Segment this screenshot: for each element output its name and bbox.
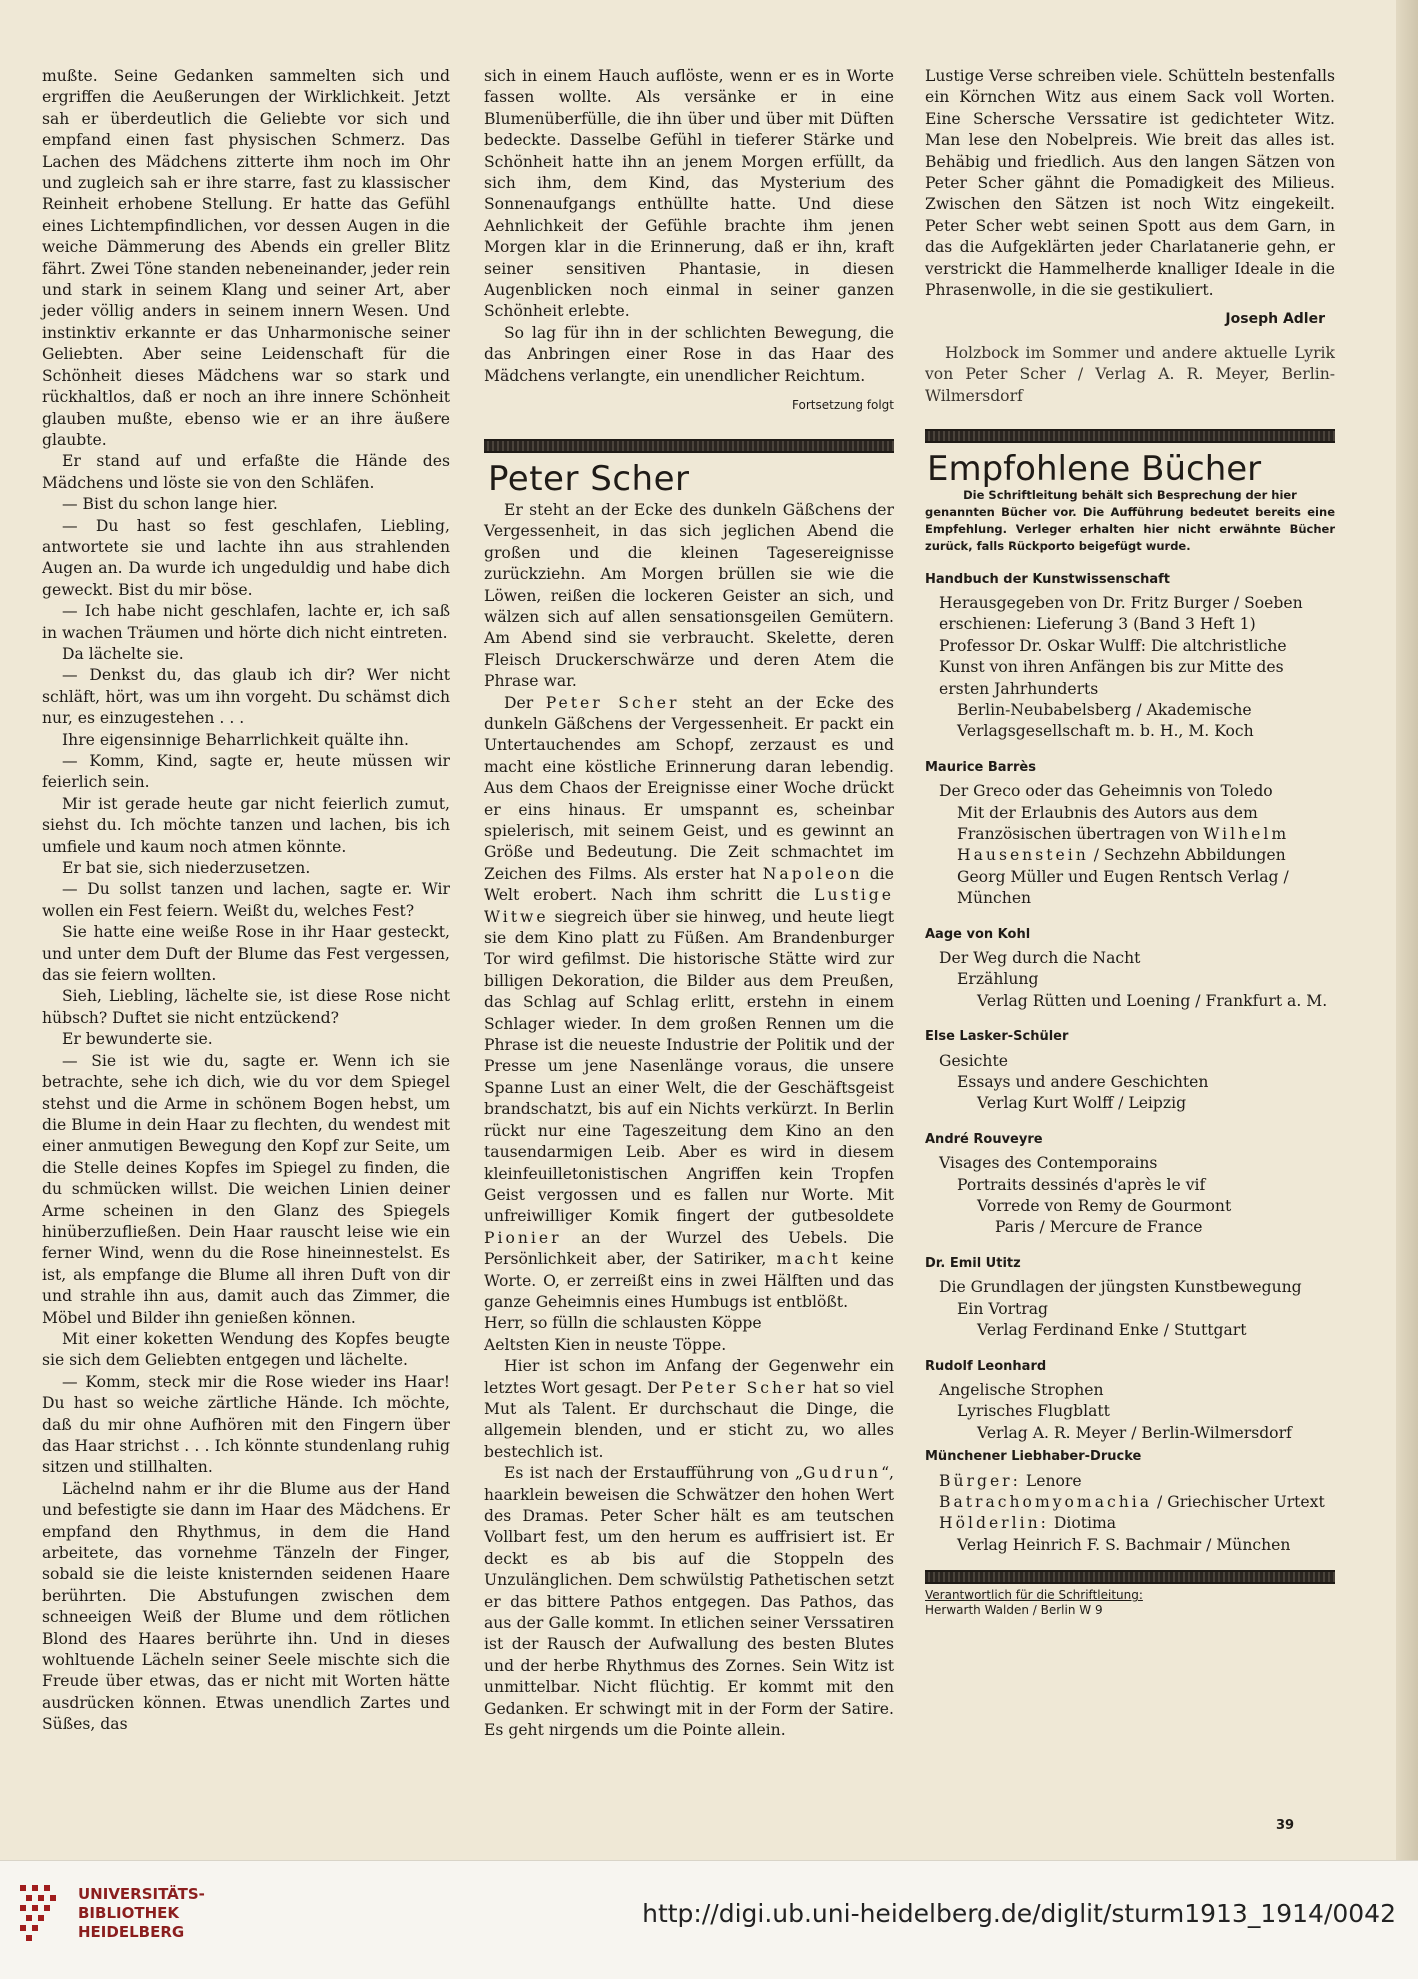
book-line: Bürger: Lenore	[939, 1471, 1082, 1490]
book-line: Paris / Mercure de France	[995, 1218, 1203, 1237]
book-line: Vorrede von Remy de Gourmont	[977, 1197, 1232, 1216]
article-title: Peter Scher	[488, 458, 690, 499]
spaced-name: Pionier	[484, 1228, 562, 1247]
book-line: Verlag A. R. Meyer / Berlin-Wilmersdorf	[977, 1423, 1292, 1442]
book-line: Lyrisches Flugblatt	[957, 1402, 1110, 1421]
article-paragraph: Lustige Verse schreiben viele. Schütteln bestenfalls ein Körnchen Witz aus einem Sack voll Worten. Eine Schersche Verssatire ist gedichteter Witz. Man lese den Nobelpreis. Wie breit das alles ist. Behäbig und friedlich. Aus den langen Sätzen von Peter Scher gähnt die Pomadigkeit des Milieus. Zwischen den Sätzen ist noch Witz eingekeilt. Peter Scher webt seinen Spott aus dem Garn, in das die Aufgeklärten jeder Charlatanerie gehn, er verstrickt die Hammelherde knalliger Ideale in die Phrasenwolle, in die sie gestikuliert.	[925, 67, 1335, 300]
section-rule	[925, 429, 1335, 443]
story-paragraph: Mit einer koketten Wendung des Kopfes beugte sie sich dem Geliebten entgegen und lächelte.	[42, 1329, 450, 1370]
book-line: Erzählung	[957, 970, 1039, 989]
books-title: Empfohlene Bücher	[927, 449, 1262, 490]
article-paragraph: Er steht an der Ecke des dunkeln Gäßchens der Vergessenheit, in das sich jeglichen Abend die großen und die kleinen Tagesereignisse zurückziehn. Am Morgen brüllen sie wie die Löwen, reißen die lockeren Geister an sich, und wälzen sich auf allen sensationsgeilen Gemütern. Am Abend sind sie verbraucht. Skelette, deren Fleisch Druckerschwärze und deren Atem die Phrase war.	[484, 500, 894, 691]
story-paragraph: — Sie ist wie du, sagte er. Wenn ich sie betrachte, sehe ich dich, wie du vor dem Spiegel stehst und die Arme in schönem Bogen hebst, um die Blume in dein Haar zu flechten, du wendest mit einer anmutigen Bewegung den Kopf zur Seite, um die Stelle deines Kopfes im Spiegel zu finden, die du schmücken willst. Die weichen Linien deiner Arme scheinen in den Glanz des Spiegels hinüberzufließen. Dein Haar rauscht leise wie ein ferner Wind, wenn du die Rose hineinnestelst. Es ist, als empfange die Blume all ihren Duft von dir und strahle ihn aus, damit auch das Zimmer, die Möbel und Bilder ihn genießen können.	[42, 1051, 450, 1327]
book-line: Verlag Heinrich F. S. Bachmair / München	[957, 1535, 1291, 1554]
story-paragraph: — Komm, Kind, sagte er, heute müssen wir feierlich sein.	[42, 752, 450, 792]
book-line: Georg Müller und Eugen Rentsch Verlag / München	[957, 867, 1289, 908]
story-paragraph: Da lächelte sie.	[62, 644, 184, 663]
book-author: Aage von Kohl	[925, 926, 1031, 942]
book-line: Die Grundlagen der jüngsten Kunstbewegung	[939, 1278, 1302, 1297]
story-paragraph: Er bat sie, sich niederzusetzen.	[62, 859, 311, 878]
book-line: Visages des Contemporains	[939, 1154, 1158, 1173]
reference-note: Holzbock im Sommer und andere aktuelle Lyrik von Peter Scher / Verlag A. R. Meyer, Berlin-Wilmersdorf	[925, 343, 1335, 405]
story-paragraph: Sie hatte eine weiße Rose in ihr Haar gesteckt, und unter dem Duft der Blume das Fest vergessen, das sie feiern wollten.	[42, 923, 450, 985]
story-paragraph: mußte. Seine Gedanken sammelten sich und ergriffen die Aeußerungen der Wirklichkeit. Jetzt sah er überdeutlich die Geliebte vor sich und empfand einen fast physischen Schmerz. Das Lachen des Mädchens zitterte ihm noch im Ohr und zugleich sah er ihre starre, fast zu klassischer Reinheit erhobene Stellung. Er hatte das Gefühl eines Lichtempfindlichen, vor dessen Augen in die weiche Dämmerung des Abends ein greller Blitz fährt. Zwei Töne standen nebeneinander, jeder rein und stark in seinem Klang und seiner Art, aber jeder völlig anders in seinem innern Wesen. Und instinktiv erkannte er das Unharmonische seiner Geliebten. Aber seine Leidenschaft für die Schönheit dieses Mädchens war so stark und rückhaltlos, daß er noch an ihre innere Schönheit glauben mußte, ebenso wie er an ihre äußere glaubte.	[42, 67, 450, 449]
book-entry	[925, 1446, 1335, 1556]
spaced-name: Lustige Witwe	[484, 886, 894, 926]
book-line: Herausgegeben von Dr. Fritz Burger / Soeben erschienen: Lieferung 3 (Band 3 Heft 1) Professor Dr. Oskar Wulff: Die altchristliche Kunst von ihren Anfängen bis zur Mitte des ersten Jahrhunderts	[939, 593, 1303, 698]
signature: Joseph Adler	[1225, 311, 1325, 328]
story-paragraph: — Komm, steck mir die Rose wieder ins Haar! Du hast so weiche zärtliche Hände. Ich möchte, daß du mir ohne Aufhören mit den Fingern über das Haar strichst . . . Ich könnte stundenlang ruhig sitzen und stillhalten.	[42, 1372, 450, 1477]
story-paragraph: Er stand auf und erfaßte die Hände des Mädchens und löste sie von den Schläfen.	[42, 452, 450, 492]
book-line: Hölderlin: Diotima	[939, 1514, 1117, 1533]
story-paragraph: So lag für ihn in der schlichten Bewegung, die das Anbringen einer Rose in das Haar des Mädchens verlangte, ein unendlicher Reichtum.	[484, 323, 894, 385]
story-paragraph: — Du sollst tanzen und lachen, sagte er. Wir wollen ein Fest feiern. Weißt du, welches Fest?	[42, 880, 450, 920]
story-paragraph: — Bist du schon lange hier.	[62, 495, 278, 514]
book-line: Mit der Erlaubnis des Autors aus dem Französischen übertragen von Wilhelm Hausenstein / Sechzehn Abbildungen	[957, 803, 1290, 865]
story-paragraph: sich in einem Hauch auflöste, wenn er es in Worte fassen wollte. Als versänke er in eine Blumenüberfülle, die ihn über und über mit Düften bedeckte. Dasselbe Gefühl in tieferer Stärke und Schönheit hatte ihn an jenem Morgen erfüllt, da sich ihm, dem Kind, das Mysterium des Sonnenaufgangs enthüllte hatte. Und diese Aehnlichkeit der Gefühle brachte ihm jenen Morgen klar in die Erinnerung, daß er ihn, kraft seiner sensitiven Phantasie, in diesen Augenblicken noch einmal in seiner ganzen Schönheit erlebte.	[484, 67, 894, 321]
middle-column	[484, 66, 894, 1741]
story-paragraph: Lächelnd nahm er ihr die Blume aus der Hand und befestigte sie dann im Haar des Mädchens. Er empfand den Rhythmus, in dem die Hand arbeitete, das vornehme Tänzeln der Finger, sobald sie die leiste knisternden seidenen Haare berührten. Die Abstufungen zwischen dem schneeigen Weiß der Blume und dem rötlichen Blond des Haares berührte ihn. Und in dieses wohltuende Lächeln seiner Seele mischte sich die Freude über etwas, das er nicht mit Worten hätte ausdrücken können. Etwas unendlich Zartes und Süßes, das	[42, 1479, 450, 1734]
book-author: Maurice Barrès	[925, 759, 1036, 775]
book-line: Verlag Kurt Wolff / Leipzig	[977, 1094, 1187, 1113]
story-paragraph: Er bewunderte sie.	[62, 1030, 213, 1049]
book-author: Münchener Liebhaber-Drucke	[925, 1449, 1142, 1465]
book-line: Essays und andere Geschichten	[957, 1073, 1209, 1092]
article-paragraph: Der Peter Scher steht an der Ecke des dunkeln Gäßchens der Vergessenheit. Er packt ein Untertauchendes am Schopf, zerzaust es und macht eine köstliche Erinnerung daran lebendig. Aus dem Chaos der Ereignisse einer Woche drückt er eins hinaus. Er umspannt es, scheinbar spielerisch, mit seinem Geist, und es gewinnt an Größe und Bedeutung. Die Zeit schmachtet im Zeichen des Films. Als erster hat Napoleon die Welt erobert. Nach ihm schritt die Lustige Witwe siegreich über sie hinweg, und heute liegt sie dem Kino platt zu Füßen. Am Brandenburger Tor wird gefilmst. Die historische Stätte wird zur billigen Dekoration, die Bilder aus dem Preußen, das Schlag auf Schlag erlitt, erstehn in einem Schlager wieder. In dem großen Rennen um die Phrase ist die neueste Industrie der Politik und der Presse um jene Nasenlänge voraus, die unsere Spanne Lust an einer Welt, die der Geschäftsgeist brandschatzt, bis auf ein Nichts verkürzt. In Berlin rückt nur eine Tageszeitung dem Kino an den tausendarmigen Leib. Aber es wird in diesem kleinfeuilletonistischen Angriffen kein Tropfen Geist vergossen und es fallen nur Worte. Mit unfreiwilliger Komik fingert der gutbesoldete Pionier an der Wurzel des Uebels. Die Persönlichkeit aber, der Satiriker, macht keine Worte. O, er zerreißt eins in zwei Hälften und das ganze Geheimnis eines Humbugs ist entblößt.	[484, 693, 894, 1311]
source-url-link[interactable]: http://digi.ub.uni-heidelberg.de/diglit/sturm1913_1914/0042	[642, 1899, 1396, 1928]
book-line: Der Greco oder das Geheimnis von Toledo	[939, 782, 1273, 801]
library-name: UNIVERSITÄTS- BIBLIOTHEK HEIDELBERG	[78, 1885, 205, 1941]
story-paragraph: Mir ist gerade heute gar nicht feierlich zumut, siehst du. Ich möchte tanzen und lachen, bis ich umfiele und kaum noch atmen könnte.	[42, 794, 450, 856]
book-entry	[925, 569, 1335, 743]
spaced-name: Peter Scher	[681, 1378, 808, 1397]
book-author: André Rouveyre	[925, 1131, 1043, 1147]
book-entry	[925, 1026, 1335, 1115]
spaced-title: Gudrun	[803, 1464, 882, 1483]
section-rule	[925, 1570, 1335, 1584]
book-line: Verlag Rütten und Loening / Frankfurt a. M.	[977, 991, 1328, 1010]
verse-line: Aeltsten Kien in neuste Töppe.	[484, 1335, 727, 1354]
story-paragraph: Sieh, Liebling, lächelte sie, ist diese Rose nicht hübsch? Duftet sie nicht entzückend?	[42, 987, 450, 1027]
book-entry	[925, 1253, 1335, 1342]
story-paragraph: — Du hast so fest geschlafen, Liebling, antwortete sie und lachte ihn aus strahlenden Augen an. Da wurde ich ungeduldig und habe dich geweckt. Bist du mir böse.	[42, 516, 450, 599]
book-author: Else Lasker-Schüler	[925, 1029, 1069, 1045]
editor-notice: Die Schriftleitung behält sich Besprechung der hier genannten Bücher vor. Die Aufführung bedeutet bereits eine Empfehlung. Verleger erhalten hier nicht erwähnte Bücher zurück, falls Rückporto beigefügt wurde.	[925, 487, 1335, 553]
imprint: Verantwortlich für die Schriftleitung: Herwarth Walden / Berlin W 9	[925, 1588, 1143, 1618]
story-paragraph: — Ich habe nicht geschlafen, lachte er, ich saß in wachen Träumen und hörte dich nicht eintreten.	[42, 602, 450, 642]
story-column-left	[42, 66, 450, 1736]
book-line: Verlag Ferdinand Enke / Stuttgart	[977, 1321, 1247, 1340]
book-line: Angelische Strophen	[939, 1380, 1104, 1399]
footer-bar	[0, 1860, 1418, 1979]
story-paragraph: Ihre eigensinnige Beharrlichkeit quälte ihn.	[62, 730, 409, 749]
book-line: Batrachomyomachia / Griechischer Urtext	[939, 1492, 1325, 1511]
book-author: Rudolf Leonhard	[925, 1358, 1047, 1374]
book-line: Der Weg durch die Nacht	[939, 949, 1141, 967]
verse-line: Herr, so fülln die schlausten Köppe	[484, 1314, 762, 1333]
book-line: Gesichte	[939, 1051, 1008, 1070]
university-library-logo-icon	[12, 1881, 68, 1953]
page-number: 39	[1276, 1818, 1295, 1833]
page-edge	[1396, 0, 1418, 1860]
article-paragraph: Hier ist schon im Anfang der Gegenwehr ein letztes Wort gesagt. Der Peter Scher hat so viel Mut als Talent. Er durchschaut die Dinge, die allgemein blenden, und er sticht zu, wo alles bestechlich ist.	[484, 1357, 894, 1461]
book-line: Portraits dessinés d'après le vif	[957, 1175, 1206, 1194]
book-author: Dr. Emil Utitz	[925, 1255, 1021, 1271]
continued-note: Fortsetzung folgt	[792, 398, 894, 413]
book-entry	[925, 1356, 1335, 1445]
book-line: Berlin-Neubabelsberg / Akademische Verlagsgesellschaft m. b. H., M. Koch	[957, 700, 1254, 741]
book-entry	[925, 757, 1335, 910]
article-paragraph: Es ist nach der Erstaufführung von „Gudrun“, haarklein beweisen die Schwätzer den hohen Wert des Dramas. Peter Scher hält es am teutschen Vollbart fest, um den herum es auffrisiert ist. Er deckt es ab bis auf die Stoppeln des Unzulänglichen. Dem schwülstig Pathetischen setzt er das bittere Pathos entgegen. Das Pathos, das aus der Galle kommt. In etlichen seiner Verssatiren ist der Rausch der Aufwallung des besten Blutes und der herbe Rhythmus des Zornes. Sein Witz ist unmittelbar. Nicht flüchtig. Er kommt mit den Gedanken. Er schwingt mit in der Form der Satire. Es geht nirgends um die Pointe allein.	[484, 1464, 894, 1740]
book-line: Ein Vortrag	[957, 1299, 1049, 1318]
spaced-word: macht	[776, 1250, 841, 1269]
book-author: Handbuch der Kunstwissenschaft	[925, 571, 1170, 587]
book-entry	[925, 924, 1335, 1013]
spaced-name: Napoleon	[762, 864, 863, 883]
section-rule	[484, 439, 894, 453]
story-paragraph: — Denkst du, das glaub ich dir? Wer nicht schläft, hört, was um ihn vorgeht. Du schämst dich nur, es einzugestehen . . .	[42, 666, 450, 728]
book-entry	[925, 1129, 1335, 1239]
spaced-name: Peter Scher	[545, 693, 680, 712]
right-column	[925, 66, 1335, 1618]
